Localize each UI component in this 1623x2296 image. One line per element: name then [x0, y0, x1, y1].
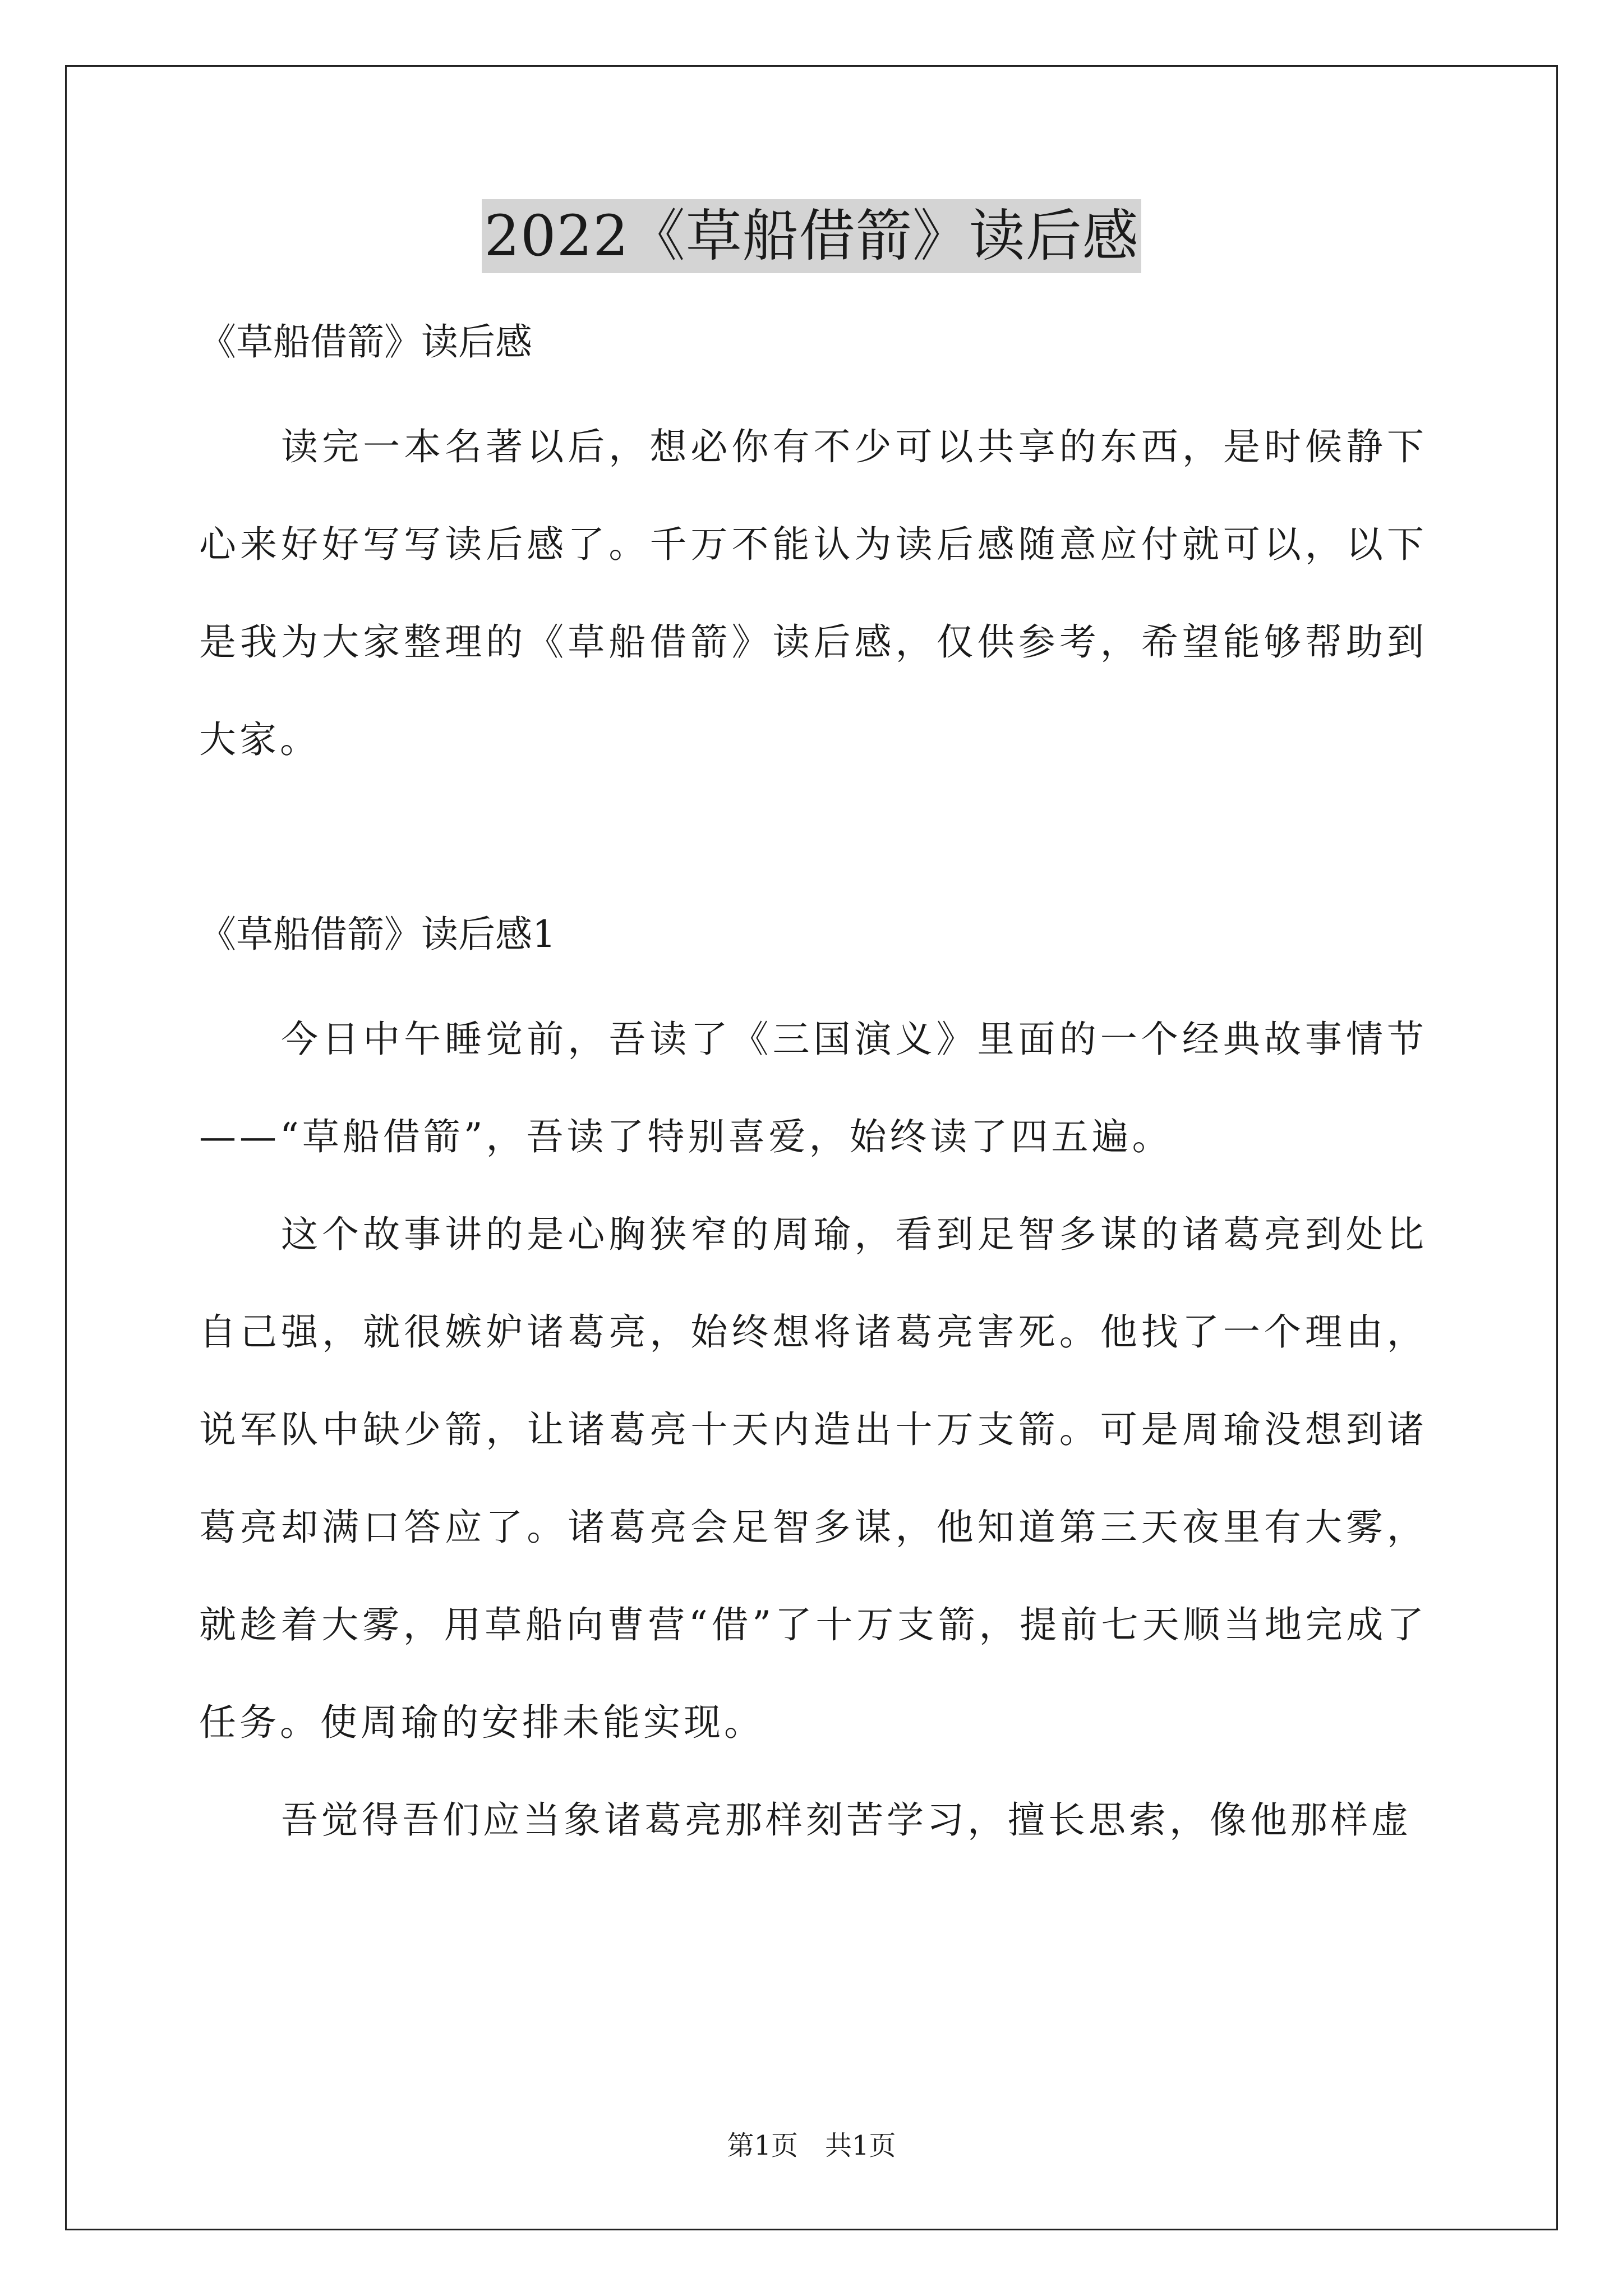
section1-paragraph-1: 今日中午睡觉前，吾读了《三国演义》里面的一个经典故事情节——“草船借箭”，吾读了特别喜爱，始终读了四五遍。	[199, 1018, 1427, 1158]
page-footer: 第1页 共1页	[727, 2130, 896, 2161]
intro-paragraph: 读完一本名著以后，想必你有不少可以共享的东西，是时候静下心来好好写写读后感了。千万不能认为读后感随意应付就可以，以下是我为大家整理的《草船借箭》读后感，仅供参考，希望能够帮助到大家。	[199, 425, 1427, 761]
section1-heading: 《草船借箭》读后感1	[199, 913, 556, 956]
document-title: 2022《草船借箭》读后感	[482, 199, 1141, 273]
intro-heading: 《草船借箭》读后感	[199, 320, 532, 364]
document-body	[199, 314, 1427, 1869]
title-container	[0, 199, 1623, 273]
section1-paragraph-3: 吾觉得吾们应当象诸葛亮那样刻苦学习，擅长思索，像他那样虚	[281, 1798, 1412, 1842]
section1-paragraph-2: 这个故事讲的是心胸狭窄的周瑜，看到足智多谋的诸葛亮到处比自己强，就很嫉妒诸葛亮，始终想将诸葛亮害死。他找了一个理由，说军队中缺少箭，让诸葛亮十天内造出十万支箭。可是周瑜没想到诸葛亮却满口答应了。诸葛亮会足智多谋，他知道第三天夜里有大雾，就趁着大雾，用草船向曹营“借”了十万支箭，提前七天顺当地完成了任务。使周瑜的安排未能实现。	[199, 1213, 1427, 1744]
